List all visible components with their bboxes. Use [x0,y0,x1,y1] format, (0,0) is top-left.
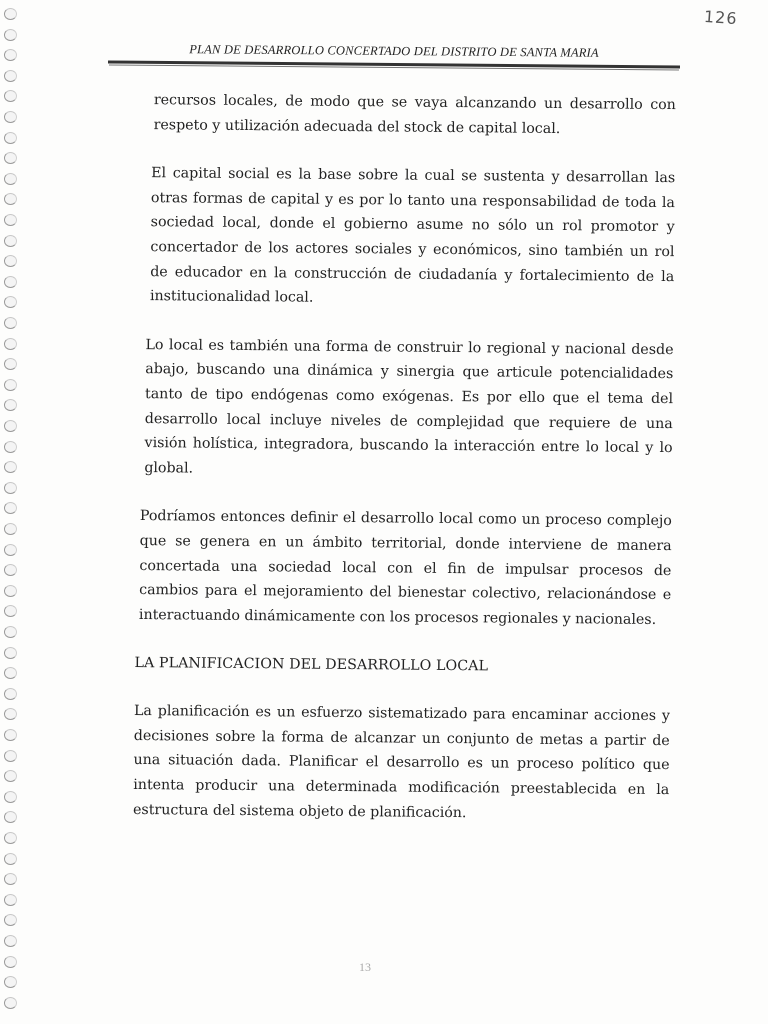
header-title: PLAN DE DESARROLLO CONCERTADO DEL DISTRITO DE SANTA MARIA [189,42,599,60]
binding-hole [4,70,17,82]
binding-hole [4,626,17,638]
binding-hole [4,605,17,617]
binding-hole [4,317,17,329]
binding-hole [4,420,17,432]
binding-hole [4,853,17,865]
binding-hole [4,770,17,782]
binding-hole [4,956,17,968]
binding-hole [4,997,17,1009]
handwritten-page-number: 126 [703,6,739,29]
binding-hole [4,152,17,164]
binding-hole [4,832,17,844]
binding-hole [4,173,17,185]
binding-hole [4,276,17,288]
binding-hole [4,461,17,473]
page-number: 13 [359,960,371,974]
section-heading: LA PLANIFICACION DEL DESARROLLO LOCAL [134,655,489,675]
binding-hole [4,441,17,453]
binding-hole [4,235,17,247]
binding-hole [4,688,17,700]
document-body [133,88,676,851]
binding-hole [4,729,17,741]
binding-hole [4,255,17,267]
binding-hole [4,90,17,102]
page-header [108,44,680,66]
binding-hole [4,873,17,885]
binding-hole [4,564,17,576]
spiral-binding [2,0,24,1024]
paragraph: Lo local es también una forma de construir lo regional y nacional desde abajo, buscando una dinámica y sinergia que articule potencialidades tanto de tipo endógenas como exógenas. Es por ello que el tema del desarrollo local incluye niveles de complejidad que requiere de una visión holística, integradora, buscando la interacción entre lo local y lo global. [144,336,674,477]
header-rule [108,61,680,69]
binding-hole [4,379,17,391]
binding-hole [4,358,17,370]
binding-hole [4,750,17,762]
binding-hole [4,399,17,411]
binding-hole [4,976,17,988]
binding-hole [4,8,17,20]
paragraph: Podríamos entonces definir el desarrollo local como un proceso complejo que se genera en un ámbito territorial, donde interviene de manera concertada una sociedad local con el fin de impulsar procesos de cambios para el mejoramiento del bienestar colectivo, relacionándose e interactuando dinámicamente con los procesos regionales y nacionales. [138,508,672,628]
binding-hole [4,585,17,597]
binding-hole [4,49,17,61]
binding-hole [4,914,17,926]
binding-hole [4,132,17,144]
binding-hole [4,111,17,123]
binding-hole [4,544,17,556]
binding-hole [4,193,17,205]
binding-hole [4,647,17,659]
binding-hole [4,296,17,308]
binding-hole [4,502,17,514]
binding-hole [4,667,17,679]
binding-hole [4,894,17,906]
paragraph: recursos locales, de modo que se vaya alcanzando un desarrollo con respeto y utilización adecuada del stock de capital local. [153,92,676,137]
binding-hole [4,935,17,947]
binding-hole [4,523,17,535]
binding-hole [4,791,17,803]
section-paragraph: La planificación es un esfuerzo sistematizado para encaminar acciones y decisiones sobre la forma de alcanzar un conjunto de metas a partir de una situación dada. Planificar el desarrollo es un proceso político que intenta producir una determinada modificación preestablecida en la estructura del sistema objeto de planificación. [132,703,671,821]
binding-hole [4,338,17,350]
paragraph: El capital social es la base sobre la cual se sustenta y desarrollan las otras formas de capital y es por lo tanto una responsabilidad de toda la sociedad local, donde el gobierno asume no sólo un rol promotor y concertador de los actores sociales y económicos, sino también un rol de educador en la construcción de ciudadanía y fortalecimiento de la institucionalidad local. [149,165,676,306]
binding-hole [4,482,17,494]
binding-hole [4,214,17,226]
binding-hole [4,811,17,823]
binding-hole [4,29,17,41]
binding-hole [4,708,17,720]
